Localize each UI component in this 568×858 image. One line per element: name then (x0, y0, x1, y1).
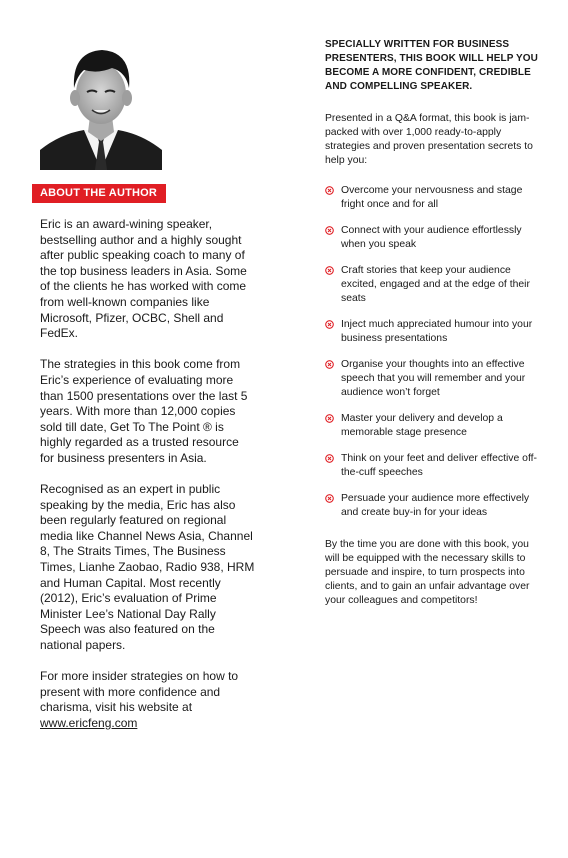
bio-paragraph: Eric is an award-wining speaker, bestselling author and a highly sought after public speaking coach to many of the top business leaders in Asia. Some of the clients he has worked with come from well-known companies like Microsoft, Pfizer, OCBC, Shell and FedEx. (40, 217, 247, 341)
list-item-text: Connect with your audience effortlessly when you speak (341, 225, 522, 250)
list-item (325, 318, 540, 346)
book-description (325, 38, 540, 608)
list-item (325, 452, 540, 480)
list-item (325, 264, 540, 306)
author-photo (40, 38, 162, 170)
list-item (325, 224, 540, 252)
list-item (325, 358, 540, 400)
benefit-list (325, 184, 540, 520)
list-item-text: Craft stories that keep your audience excited, engaged and at the edge of their seats (341, 265, 530, 304)
website-link[interactable]: www.ericfeng.com (40, 716, 138, 730)
circled-x-icon (325, 360, 334, 369)
about-author-heading: ABOUT THE AUTHOR (32, 184, 166, 203)
list-item (325, 492, 540, 520)
website-prompt: For more insider strategies on how to present with more confidence and charisma, visit his website at (40, 669, 239, 715)
list-item-text: Persuade your audience more effectively and create buy-in for your ideas (341, 493, 530, 518)
book-lead: Presented in a Q&A format, this book is jam-packed with over 1,000 ready-to-apply strategies and proven presentation secrets to help you: (325, 113, 533, 166)
book-closing: By the time you are done with this book, you will be equipped with the necessary skills to persuade and inspire, to turn prospects into clients, and to gain an unfair advantage over your colleagues and competitors! (325, 539, 530, 606)
list-item-text: Organise your thoughts into an effective speech that you will remember and your audience won’t forget (341, 359, 526, 398)
circled-x-icon (325, 494, 334, 503)
circled-x-icon (325, 226, 334, 235)
circled-x-icon (325, 454, 334, 463)
author-bio (40, 217, 255, 747)
bio-paragraph: The strategies in this book come from Eric’s experience of evaluating more than 1500 presentations over the last 5 years. With more than 12,000 copies sold till date, Get To The Point ® is highly regarded as a trusted resource for business presenters in Asia. (40, 357, 248, 465)
bio-paragraph: Recognised as an expert in public speaking by the media, Eric has also been regularly featured on regional media like Channel News Asia, Channel 8, The Straits Times, The Business Times, Lianhe Zaobao, Radio 938, HRM and Human Capital. Most recently (2012), Eric’s evaluation of Prime Minister Lee’s National Day Rally Speech was also featured on the national papers. (40, 482, 255, 653)
book-tagline: SPECIALLY WRITTEN FOR BUSINESS PRESENTERS, THIS BOOK WILL HELP YOU BECOME A MORE CONFIDENT, CREDIBLE AND COMPELLING SPEAKER. (325, 39, 538, 92)
circled-x-icon (325, 320, 334, 329)
list-item-text: Think on your feet and deliver effective off-the-cuff speeches (341, 453, 537, 478)
circled-x-icon (325, 266, 334, 275)
list-item-text: Master your delivery and develop a memorable stage presence (341, 413, 503, 438)
list-item (325, 184, 540, 212)
circled-x-icon (325, 186, 334, 195)
bio-paragraph (40, 669, 255, 731)
circled-x-icon (325, 414, 334, 423)
list-item (325, 412, 540, 440)
list-item-text: Inject much appreciated humour into your business presentations (341, 319, 533, 344)
list-item-text: Overcome your nervousness and stage fright once and for all (341, 185, 523, 210)
